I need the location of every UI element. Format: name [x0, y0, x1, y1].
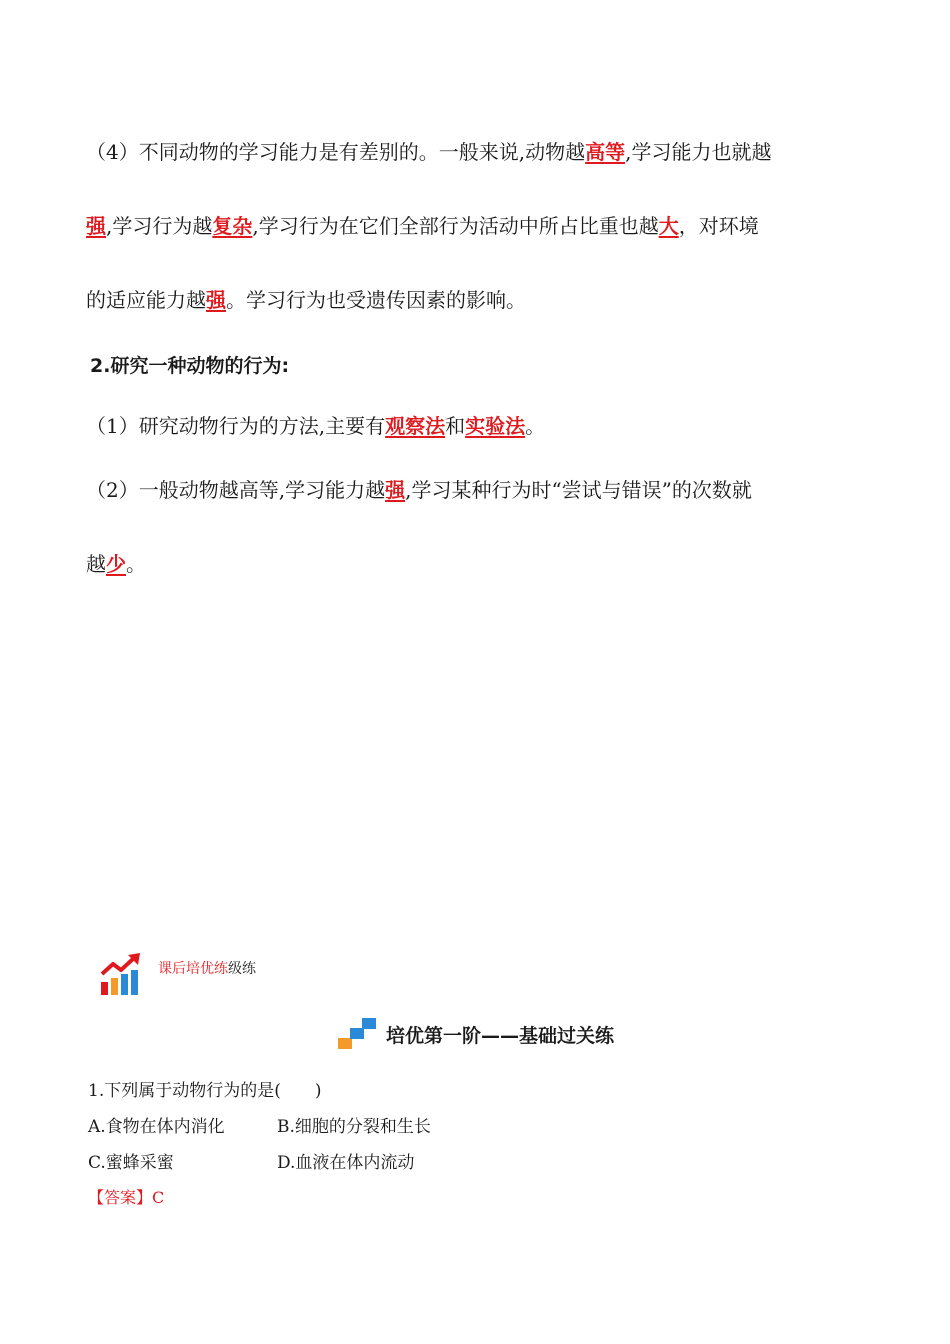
answer-word: 观察法 [385, 414, 446, 438]
answer-word: 少 [106, 552, 126, 576]
option-c: C.蜜蜂采蜜 [88, 1153, 174, 1173]
stage-header [0, 1018, 950, 1050]
text: 。学习行为也受遗传因素的影响。 [226, 288, 526, 312]
answer-word: 复杂 [212, 214, 253, 238]
text: ，对环境 [678, 214, 759, 238]
text: 。 [525, 414, 546, 438]
option-b: B.细胞的分裂和生长 [277, 1117, 431, 1137]
section-heading: 2.研究一种动物的行为: [90, 355, 290, 377]
text: ,学习行为越 [106, 214, 213, 238]
stage-title: 培优第一阶——基础过关练 [385, 1024, 614, 1047]
answer-word: 大 [658, 214, 679, 238]
question-stem: 1.下列属于动物行为的是( ) [88, 1081, 322, 1101]
section2-paragraph-1 [86, 412, 545, 440]
paragraph-4-line-2 [86, 212, 759, 240]
growth-chart-icon [100, 952, 142, 996]
practice-banner [100, 952, 256, 996]
answer-word: 强 [385, 478, 406, 502]
text: （1）研究动物行为的方法,主要有 [86, 414, 386, 438]
section2-paragraph-2-line-2 [86, 550, 146, 578]
answer-word: 实验法 [465, 414, 526, 438]
answer-word: 强 [206, 288, 226, 312]
answer-label: 【答案】C [88, 1188, 165, 1207]
option-a: A.食物在体内消化 [88, 1117, 225, 1137]
answer-word: 强 [86, 214, 106, 238]
text: （2）一般动物越高等,学习能力越 [86, 478, 386, 502]
section2-paragraph-2-line-1 [86, 476, 752, 504]
option-d: D.血液在体内流动 [277, 1153, 415, 1173]
paragraph-4-line-1 [86, 138, 771, 166]
answer-word: 高等 [585, 140, 626, 164]
banner-label [158, 958, 256, 978]
text: ,学习行为在它们全部行为活动中所占比重也越 [252, 214, 659, 238]
text: ,学习能力也就越 [625, 140, 772, 164]
text: 的适应能力越 [86, 288, 206, 312]
text: ,学习某种行为时“尝试与错误”的次数就 [405, 478, 752, 502]
text: （4）不同动物的学习能力是有差别的。一般来说,动物越 [86, 140, 586, 164]
text: 和 [445, 414, 466, 438]
text: 。 [126, 552, 146, 576]
text: 越 [86, 552, 106, 576]
steps-icon [336, 1018, 378, 1050]
banner-label-red: 课后培优练 [158, 961, 228, 977]
paragraph-4-line-3 [86, 286, 526, 314]
banner-label-black: 级练 [228, 961, 256, 977]
